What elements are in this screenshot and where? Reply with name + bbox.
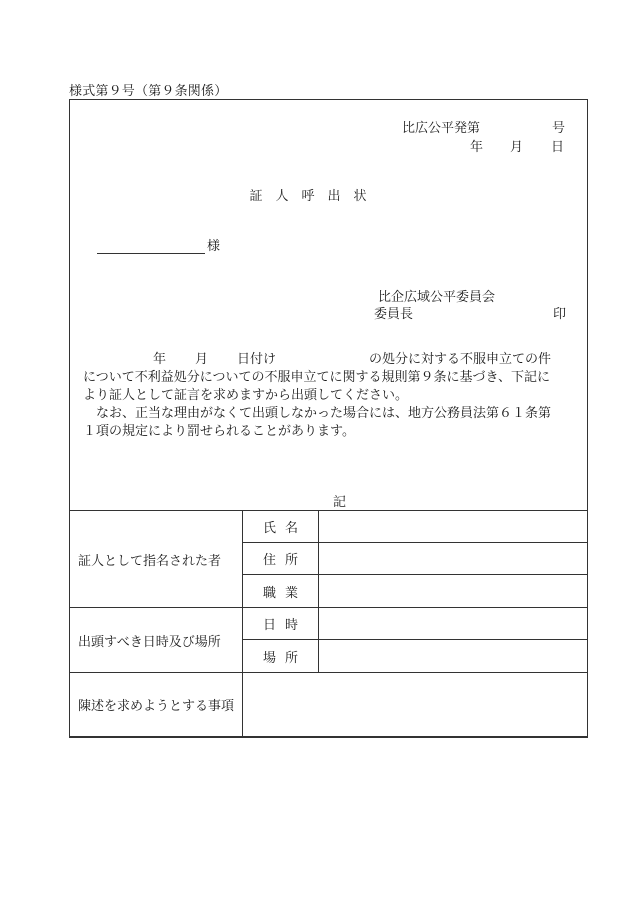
occupation-label: 職業 [243, 575, 319, 608]
document-title: 証人呼出状 [249, 189, 380, 204]
place-label: 場所 [243, 640, 319, 673]
matters-label: 陳述を求めようとする事項 [70, 673, 243, 737]
sender-chair: 委員長 [374, 307, 414, 322]
datetime-label: 日時 [243, 608, 319, 640]
detail-table [69, 510, 588, 737]
date-month-label: 月 [510, 140, 524, 155]
addressee [97, 235, 220, 254]
body-month: 月 [195, 352, 209, 367]
body-line-1-end: の処分に対する不服申立ての件 [369, 352, 552, 367]
place-value-cell[interactable] [319, 640, 588, 673]
document-number [402, 117, 566, 136]
document-number-prefix: 比広公平発第 [402, 121, 481, 136]
addressee-suffix: 様 [207, 239, 221, 254]
name-label: 氏名 [243, 511, 319, 543]
date-day-label: 日 [551, 140, 565, 155]
notes-heading: 記 [332, 495, 346, 510]
date-year-label: 年 [470, 140, 484, 155]
matters-value-cell[interactable] [243, 673, 588, 737]
sender-organization: 比企広域公平委員会 [378, 290, 496, 305]
body-line-5: １項の規定により罰せられることがあります。 [83, 424, 355, 439]
body-line-4-text: なお、正当な理由がなくて出頭しなかった場合には、地方公務員法第６１条第 [96, 406, 552, 421]
body-line-3: より証人として証言を求めますから出頭してください。 [83, 388, 409, 403]
body-line-4 [83, 405, 551, 423]
document-frame [69, 99, 588, 738]
appearance-label: 出頭すべき日時及び場所 [70, 608, 243, 673]
name-value-cell[interactable] [319, 511, 588, 543]
address-value-cell[interactable] [319, 543, 588, 575]
seal-mark: 印 [553, 307, 567, 322]
datetime-value-cell[interactable] [319, 608, 588, 640]
occupation-value-cell[interactable] [319, 575, 588, 608]
address-label: 住所 [243, 543, 319, 575]
table-row [70, 608, 588, 640]
table-row [70, 511, 588, 543]
addressee-blank-line [97, 239, 205, 254]
document-date [470, 136, 564, 155]
body-text [83, 351, 551, 441]
witness-label: 証人として指名された者 [70, 511, 243, 608]
body-year: 年 [153, 352, 167, 367]
form-number-label: 様式第９号（第９条関係） [69, 84, 228, 99]
body-line-1 [83, 351, 551, 369]
body-line-2: について不利益処分についての不服申立てに関する規則第９条に基づき、下記に [83, 370, 550, 385]
document-number-suffix: 号 [552, 121, 566, 136]
table-row [70, 673, 588, 737]
body-dated: 日付け [237, 352, 277, 367]
